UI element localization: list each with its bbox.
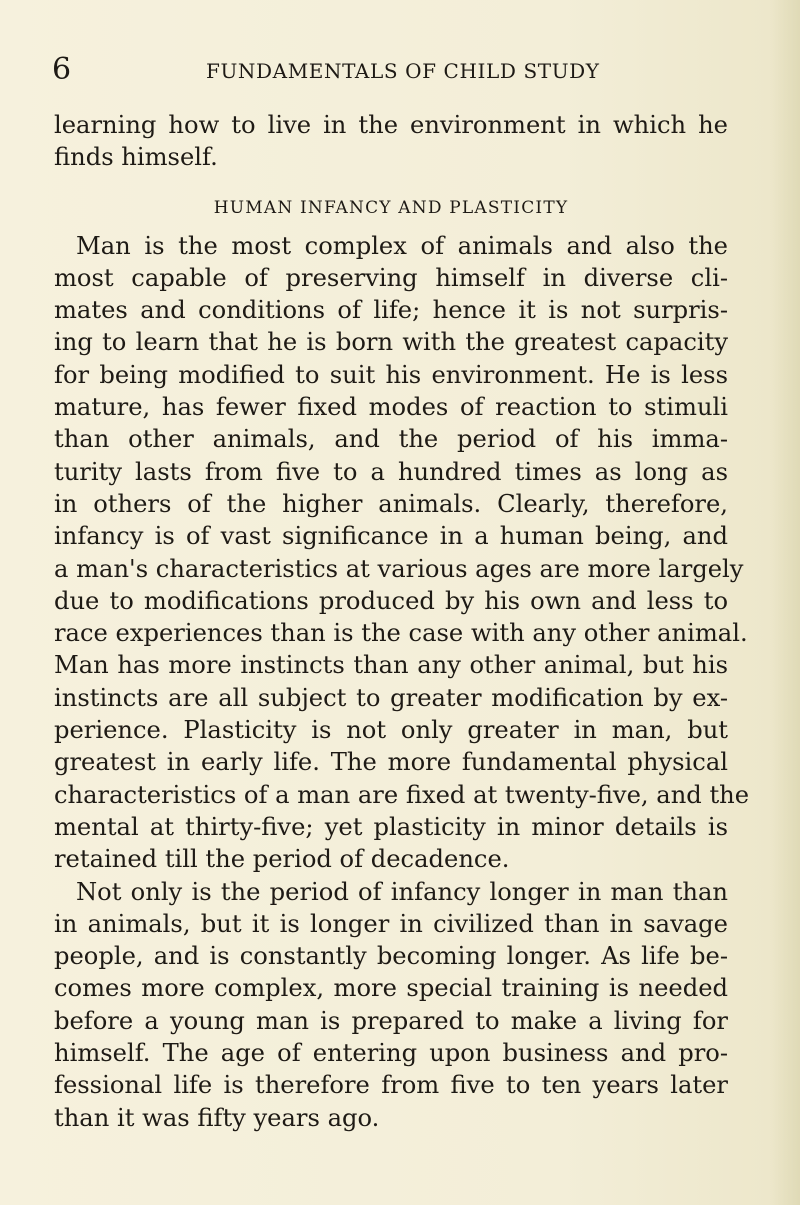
text-line: than it was fifty years ago.: [54, 1103, 380, 1132]
section-heading: HUMAN INFANCY AND PLASTICITY: [213, 197, 569, 218]
text-line: than other animals, and the period of his imma-: [54, 425, 728, 454]
text-line: race experiences than is the case with any other animal.: [54, 619, 748, 648]
text-line: Man has more instincts than any other animal, but his: [54, 651, 728, 680]
text-line: perience. Plasticity is not only greater in man, but: [54, 716, 728, 745]
page-header: [52, 52, 752, 88]
text-line: in animals, but it is longer in civilized than in savage: [54, 909, 728, 938]
text-line: before a young man is prepared to make a living for: [54, 1006, 728, 1035]
text-line: ing to learn that he is born with the greatest capacity: [54, 328, 728, 357]
text-line: fessional life is therefore from five to ten years later: [54, 1071, 728, 1100]
body-text: [54, 109, 750, 1134]
text-line: for being modified to suit his environment. He is less: [54, 360, 728, 389]
text-line: most capable of preserving himself in diverse cli-: [54, 263, 728, 292]
text-line: retained till the period of decadence.: [54, 845, 510, 874]
text-line: comes more complex, more special training is needed: [54, 974, 728, 1003]
text-line: in others of the higher animals. Clearly, therefore,: [54, 489, 728, 518]
text-line: greatest in early life. The more fundamental physical: [54, 748, 728, 777]
text-line: mental at thirty-five; yet plasticity in minor details is: [54, 812, 728, 841]
text-line: infancy is of vast significance in a human being, and: [54, 522, 728, 551]
text-line: characteristics of a man are fixed at twenty-five, and the: [54, 780, 750, 809]
text-line: a man's characteristics at various ages are more largely: [54, 554, 744, 583]
text-line: turity lasts from five to a hundred times as long as: [54, 457, 728, 486]
text-line: learning how to live in the environment in which he: [54, 111, 728, 139]
running-title: FUNDAMENTALS OF CHILD STUDY: [206, 59, 600, 83]
page-number: 6: [52, 52, 72, 87]
text-line: Not only is the period of infancy longer in man than: [76, 877, 728, 906]
text-line: instincts are all subject to greater modification by ex-: [54, 683, 728, 712]
text-line: finds himself.: [54, 143, 218, 172]
text-line: people, and is constantly becoming longer. As life be-: [54, 942, 728, 971]
page-edge-shadow: [770, 0, 800, 1205]
text-line: mates and conditions of life; hence it is not surpris-: [54, 296, 728, 325]
text-line: himself. The age of entering upon business and pro-: [54, 1039, 728, 1068]
text-line: Man is the most complex of animals and also the: [76, 231, 728, 260]
text-line: due to modifications produced by his own and less to: [54, 586, 728, 615]
text-line: mature, has fewer fixed modes of reaction to stimuli: [54, 393, 728, 422]
